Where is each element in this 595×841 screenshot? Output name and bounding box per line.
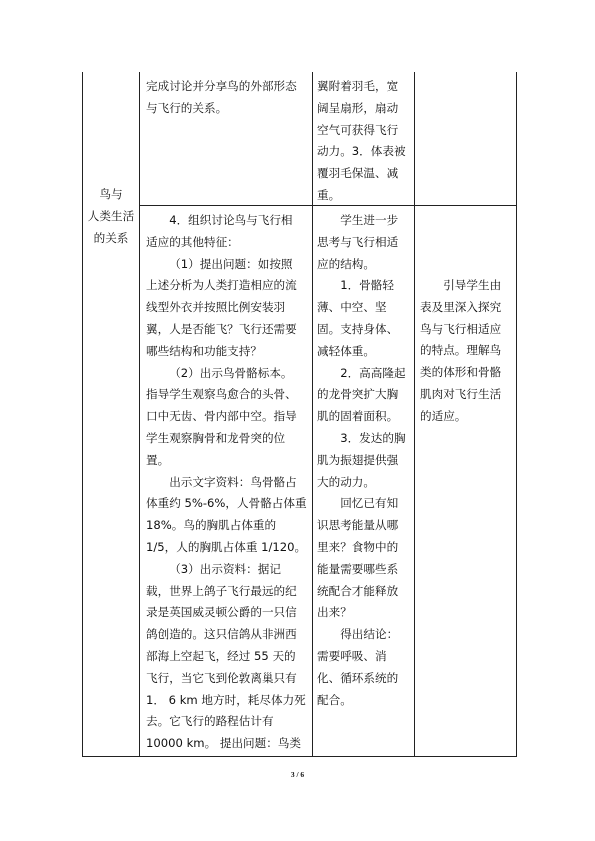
section-label-line: 的关系 xyxy=(93,230,129,245)
text-line: 体重约 5%-6%，人骨骼占体重 xyxy=(146,496,307,511)
text-line: 配合。 xyxy=(317,692,352,707)
text-line: 鸽创造的。这只信鸽从非洲西 xyxy=(146,627,297,642)
text-line: 阔呈扇形，扇动 xyxy=(317,100,399,115)
text-line: 的适应。 xyxy=(420,408,467,423)
text-line: 10000 km。 提出问题：鸟类 xyxy=(146,736,302,751)
text-line: 类的体形和骨骼 xyxy=(420,365,502,380)
text-line: 哪些结构和功能支持？ xyxy=(146,343,262,358)
row2-student-cell xyxy=(317,210,413,711)
text-line: 1/5，人的胸肌占体重 1/120。 xyxy=(146,539,307,554)
text-line: 与飞行的关系。 xyxy=(146,100,228,115)
section-label-cell xyxy=(83,184,139,249)
text-line: （1）提出问题：如按照 xyxy=(169,256,293,271)
text-line: 里来？食物中的 xyxy=(317,539,399,554)
text-line: 上述分析为人类打造相应的流 xyxy=(146,278,297,293)
text-line: 的特点。理解鸟 xyxy=(420,343,502,358)
section-label-line: 鸟与 xyxy=(99,187,123,201)
text-line: 应的结构。 xyxy=(317,256,375,271)
text-line: 完成讨论并分享鸟的外部形态 xyxy=(146,79,297,93)
text-line: 去。它飞行的路程估计有 xyxy=(146,714,274,729)
text-line: 学生观察胸骨和龙骨突的位 xyxy=(146,430,286,445)
table-divider-col1 xyxy=(139,72,140,757)
table-divider-col2 xyxy=(312,72,313,757)
text-line: 线型外衣并按照比例安装羽 xyxy=(146,300,286,315)
text-line: 大的动力。 xyxy=(317,474,375,489)
text-line: 1． 6 km 地方时，耗尽体力死 xyxy=(146,692,306,707)
text-line: 固。支持身体、 xyxy=(317,321,399,336)
text-line: 回忆已有知 xyxy=(340,496,399,511)
table-border-right xyxy=(516,72,517,757)
text-line: （2）出示鸟骨骼标本。 xyxy=(169,365,293,380)
text-line: 2．高高隆起 xyxy=(340,365,406,380)
text-line: 化、循环系统的 xyxy=(317,670,399,685)
text-line: 18%。鸟的胸肌占体重的 xyxy=(146,518,277,533)
text-line: 引导学生由 xyxy=(443,278,502,292)
table-divider-col3 xyxy=(414,72,415,757)
text-line: 的龙骨突扩大胸 xyxy=(317,387,399,402)
text-line: 能量需要哪些系 xyxy=(317,561,399,576)
text-line: 出来？ xyxy=(317,605,352,620)
text-line: 适应的其他特征： xyxy=(146,234,239,249)
text-line: 动力。3．体表被 xyxy=(317,144,406,159)
text-line: 需要呼吸、消 xyxy=(317,648,387,663)
text-line: 4．组织讨论鸟与飞行相 xyxy=(169,213,293,227)
section-label-line: 人类生活 xyxy=(87,208,135,223)
text-line: 覆羽毛保温、减 xyxy=(317,166,399,181)
text-line: 学生进一步 xyxy=(340,213,399,227)
text-line: 空气可获得飞行 xyxy=(317,122,399,137)
text-line: （3）出示资料：据记 xyxy=(169,561,281,576)
row2-teacher-cell xyxy=(146,210,310,755)
text-line: 薄、中空、坚 xyxy=(317,300,387,315)
row1-student-cell xyxy=(317,76,413,207)
text-line: 肌的固着面积。 xyxy=(317,409,399,424)
table-border-bottom xyxy=(82,756,517,757)
text-line: 肌肉对飞行生活 xyxy=(420,386,502,401)
text-line: 载，世界上鸽子飞行最远的纪 xyxy=(146,583,297,598)
text-line: 3．发达的胸 xyxy=(340,430,406,445)
text-line: 得出结论： xyxy=(340,627,399,642)
text-line: 翼，人是否能飞？飞行还需要 xyxy=(146,321,297,336)
row1-teacher-cell xyxy=(146,76,310,120)
text-line: 录是英国威灵顿公爵的一只信 xyxy=(146,605,297,620)
text-line: 出示文字资料：鸟骨骼占 xyxy=(169,474,297,489)
text-line: 指导学生观察鸟愈合的头骨、 xyxy=(146,387,297,402)
text-line: 口中无齿、骨内部中空。指导 xyxy=(146,409,297,424)
text-line: 翼附着羽毛，宽 xyxy=(317,79,399,93)
text-line: 置。 xyxy=(146,452,170,467)
text-line: 重。 xyxy=(317,187,341,202)
text-line: 1．骨骼轻 xyxy=(340,278,394,293)
text-line: 表及里深入探究 xyxy=(420,299,502,314)
row2-intent-cell xyxy=(420,275,515,428)
text-line: 肌为振翅提供强 xyxy=(317,452,399,467)
text-line: 减轻体重。 xyxy=(317,343,375,358)
text-line: 鸟与飞行相适应 xyxy=(420,321,502,336)
text-line: 识思考能量从哪 xyxy=(317,518,399,533)
page-number: 3 / 6 xyxy=(290,770,305,779)
text-line: 部海上空起飞，经过 55 天的 xyxy=(146,648,296,663)
text-line: 统配合才能释放 xyxy=(317,583,399,598)
table-border-left xyxy=(82,72,83,757)
text-line: 飞行，当它飞到伦敦离巢只有 xyxy=(146,670,297,685)
text-line: 思考与飞行相适 xyxy=(317,234,399,249)
